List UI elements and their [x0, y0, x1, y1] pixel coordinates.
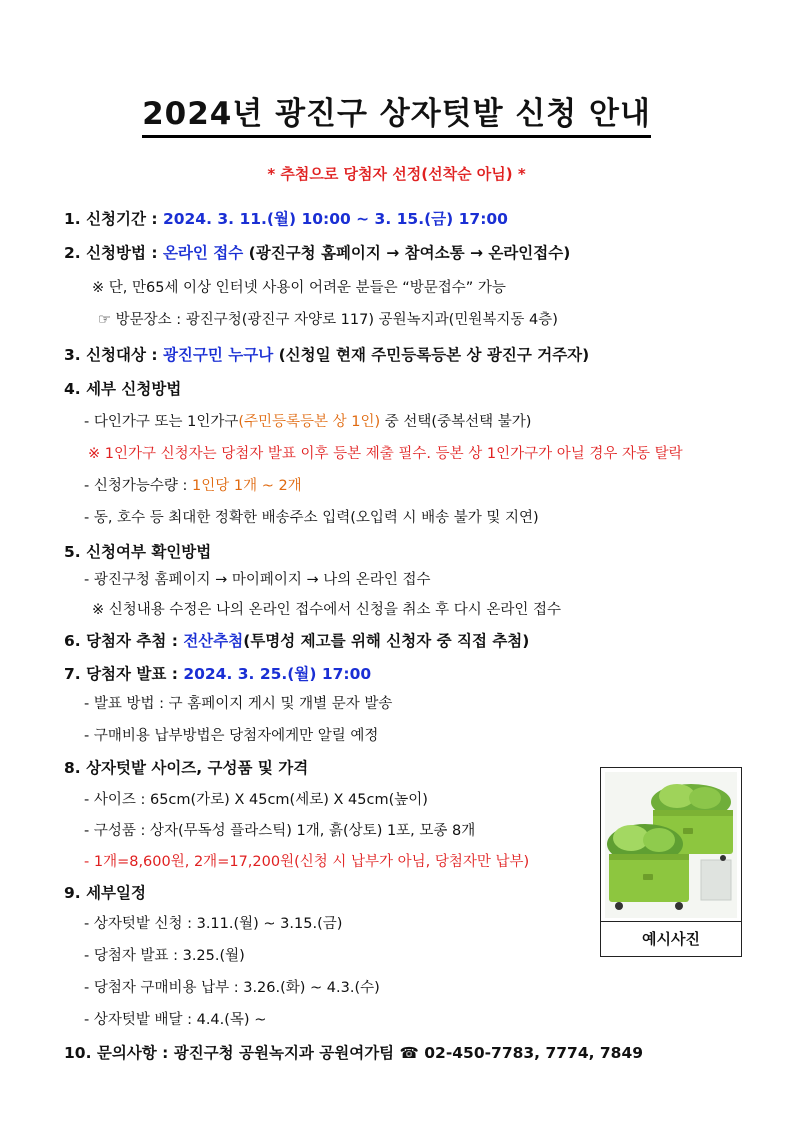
schedule-delivery: - 상자텃밭 배달 : 4.4.(목) ~	[84, 1012, 267, 1028]
section-1-period	[64, 207, 508, 229]
price-line: - 1개=8,600원, 2개=17,200원(신청 시 납부가 아님, 당첨자만 납부)	[84, 854, 530, 870]
section-2-value: 온라인 접수	[162, 244, 244, 262]
section-4-heading: 4. 세부 신청방법	[64, 380, 182, 398]
components-line: - 구성품 : 상자(무독성 플라스틱) 1개, 흙(상토) 1포, 모종 8개	[84, 823, 476, 839]
section-7-line-2: - 구매비용 납부방법은 당첨자에게만 알릴 예정	[84, 728, 379, 744]
single-household-warning: ※ 1인가구 신청자는 당첨자 발표 이후 등본 제출 필수. 등본 상 1인가구가 아닐 경우 자동 탈락	[88, 446, 683, 462]
section-5-heading: 5. 신청여부 확인방법	[64, 543, 212, 561]
section-3-rest: (신청일 현재 주민등록등본 상 광진구 거주자)	[273, 346, 590, 364]
section-3-value: 광진구민 누구나	[162, 346, 274, 364]
section-3-label: 3. 신청대상 :	[64, 346, 163, 364]
section-4-line-1	[84, 410, 531, 431]
example-photo-frame	[600, 767, 742, 957]
section-7-line-1: - 발표 방법 : 구 홈페이지 게시 및 개별 문자 발송	[84, 696, 393, 712]
schedule-announce: - 당첨자 발표 : 3.25.(월)	[84, 948, 245, 964]
schedule-apply: - 상자텃밭 신청 : 3.11.(월) ~ 3.15.(금)	[84, 916, 343, 932]
quantity-value: 1인당 1개 ~ 2개	[192, 478, 302, 494]
household-type-note: (주민등록등본 상 1인)	[238, 414, 381, 430]
section-2-label: 2. 신청방법 :	[64, 244, 163, 262]
section-2-rest: (광진구청 홈페이지 → 참여소통 → 온라인접수)	[243, 244, 571, 262]
section-1-label: 1. 신청기간 :	[64, 210, 163, 228]
section-9-heading: 9. 세부일정	[64, 884, 146, 902]
household-type-rest: 중 선택(중복선택 불가)	[380, 414, 532, 430]
section-2-method	[64, 241, 570, 263]
lottery-notice: * 추첨으로 당첨자 선정(선착순 아님) *	[267, 165, 526, 183]
section-5-line-1: - 광진구청 홈페이지 → 마이페이지 → 나의 온라인 접수	[84, 572, 431, 588]
section-4-line-3: - 동, 호수 등 최대한 정확한 배송주소 입력(오입력 시 배송 불가 및 지연)	[84, 510, 539, 526]
section-7-value: 2024. 3. 25.(월) 17:00	[183, 665, 372, 683]
planter-box-photo	[605, 772, 737, 918]
section-7-label: 7. 당첨자 발표 :	[64, 665, 184, 683]
section-3-target	[64, 343, 589, 365]
section-5-note: ※ 신청내용 수정은 나의 온라인 접수에서 신청을 취소 후 다시 온라인 접수	[92, 602, 562, 618]
section-2-note: ※ 단, 만65세 이상 인터넷 사용이 어려운 분들은 “방문접수” 가능	[92, 280, 506, 296]
section-1-value: 2024. 3. 11.(월) 10:00 ~ 3. 15.(금) 17:00	[162, 210, 508, 228]
example-photo-caption: 예시사진	[601, 921, 741, 956]
quantity-label: - 신청가능수량 :	[84, 478, 192, 494]
household-type: - 다인가구 또는 1인가구	[84, 414, 239, 430]
schedule-payment: - 당첨자 구매비용 납부 : 3.26.(화) ~ 4.3.(수)	[84, 980, 380, 996]
section-6-draw	[64, 629, 529, 651]
section-10-contact: 10. 문의사항 : 광진구청 공원녹지과 공원여가팀 ☎ 02-450-7783, 7774, 7849	[64, 1044, 644, 1062]
section-6-rest: (투명성 제고를 위해 신청자 중 직접 추첨)	[243, 632, 530, 650]
size-line: - 사이즈 : 65cm(가로) X 45cm(세로) X 45cm(높이)	[84, 792, 428, 808]
page-title: 2024년 광진구 상자텃밭 신청 안내	[0, 88, 793, 133]
section-8-heading: 8. 상자텃밭 사이즈, 구성품 및 가격	[64, 759, 309, 777]
section-6-value: 전산추첨	[183, 632, 244, 650]
section-4-line-2	[84, 474, 302, 495]
visit-location: ☞ 방문장소 : 광진구청(광진구 자양로 117) 공원녹지과(민원복지동 4층)	[98, 312, 558, 328]
section-6-label: 6. 당첨자 추첨 :	[64, 632, 184, 650]
section-7-announce	[64, 662, 371, 684]
